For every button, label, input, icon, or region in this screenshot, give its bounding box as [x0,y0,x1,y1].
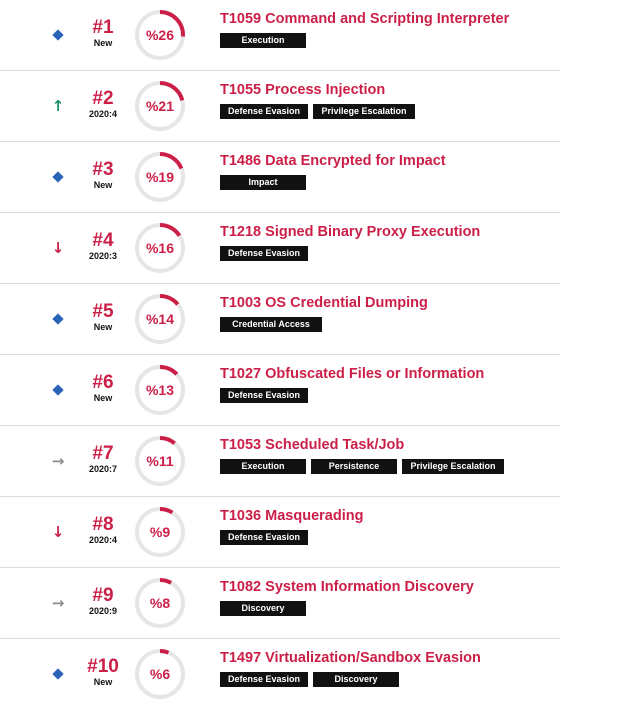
technique-title[interactable]: T1053 Scheduled Task/Job [220,437,405,453]
rank-change: New [93,180,113,190]
technique-title[interactable]: T1055 Process Injection [220,82,386,98]
arrow-right-icon: → [51,593,65,612]
rank [74,231,132,261]
rank-number: #8 [92,514,114,535]
tactic-tags [220,104,415,119]
tactic-tag: Privilege Escalation [402,459,504,474]
tactic-tag: Credential Access [220,317,322,332]
trend-indicator [50,0,66,70]
percent-gauge [134,435,186,487]
percent-label: %6 [149,666,171,682]
technique-title[interactable]: T1003 OS Credential Dumping [220,295,428,311]
percent-label: %16 [145,240,175,256]
percent-gauge [134,648,186,700]
technique-row[interactable] [0,0,560,71]
rank [74,657,132,687]
rank-number: #6 [92,372,114,393]
tactic-tag: Persistence [311,459,397,474]
technique-row[interactable] [0,284,560,355]
percent-label: %9 [149,524,171,540]
diamond-icon [52,384,63,395]
tactic-tags [220,246,308,261]
rank-change: 2020:7 [88,464,118,474]
technique-row[interactable] [0,71,560,142]
technique-title[interactable]: T1218 Signed Binary Proxy Execution [220,224,481,240]
tactic-tag: Defense Evasion [220,672,308,687]
tactic-tag: Privilege Escalation [313,104,415,119]
percent-gauge [134,577,186,629]
tactic-tag: Execution [220,459,306,474]
rank-change: 2020:4 [88,109,118,119]
rank-change: New [93,393,113,403]
rank [74,373,132,403]
percent-label: %21 [145,98,175,114]
percent-label: %19 [145,169,175,185]
technique-title[interactable]: T1486 Data Encrypted for Impact [220,153,446,169]
diamond-icon [52,29,63,40]
rank-number: #4 [92,230,114,251]
technique-row[interactable] [0,355,560,426]
rank-number: #5 [92,301,114,322]
percent-gauge [134,151,186,203]
trend-indicator [50,426,66,496]
rank [74,586,132,616]
rank-number: #2 [92,88,114,109]
technique-row[interactable] [0,639,560,709]
rank-number: #9 [92,585,114,606]
rank-number: #7 [92,443,114,464]
technique-row[interactable] [0,497,560,568]
rank-number: #1 [92,17,114,38]
rank [74,89,132,119]
rank [74,302,132,332]
rank-number: #10 [87,656,119,677]
trend-indicator [50,497,66,567]
rank-change: 2020:3 [88,251,118,261]
trend-indicator [50,71,66,141]
technique-title[interactable]: T1497 Virtualization/Sandbox Evasion [220,650,481,666]
rank-number: #3 [92,159,114,180]
tactic-tags [220,388,308,403]
percent-label: %11 [146,453,174,469]
diamond-icon [52,668,63,679]
percent-label: %14 [145,311,175,327]
technique-title[interactable]: T1036 Masquerading [220,508,364,524]
trend-indicator [50,355,66,425]
technique-row[interactable] [0,568,560,639]
rank [74,160,132,190]
rank-change: New [93,677,113,687]
technique-row[interactable] [0,142,560,213]
rank [74,515,132,545]
diamond-icon [52,313,63,324]
rank-change: New [93,322,113,332]
tactic-tags [220,601,306,616]
percent-gauge [134,293,186,345]
percent-label: %8 [149,595,171,611]
trend-indicator [50,639,66,709]
tactic-tag: Defense Evasion [220,246,308,261]
technique-title[interactable]: T1059 Command and Scripting Interpreter [220,11,510,27]
percent-label: %13 [145,382,175,398]
tactic-tags [220,33,306,48]
arrow-down-icon: ↓ [51,238,65,257]
percent-gauge [134,9,186,61]
tactic-tag: Defense Evasion [220,530,308,545]
trend-indicator [50,568,66,638]
rank [74,18,132,48]
rank-change: New [93,38,113,48]
tactic-tag: Discovery [220,601,306,616]
percent-label: %26 [145,27,175,43]
tactic-tags [220,530,308,545]
tactic-tags [220,672,399,687]
technique-row[interactable] [0,426,560,497]
percent-gauge [134,364,186,416]
trend-indicator [50,213,66,283]
rank-change: 2020:4 [88,535,118,545]
technique-row[interactable] [0,213,560,284]
technique-title[interactable]: T1082 System Information Discovery [220,579,474,595]
percent-gauge [134,80,186,132]
trend-indicator [50,142,66,212]
rank-change: 2020:9 [88,606,118,616]
tactic-tag: Execution [220,33,306,48]
percent-gauge [134,222,186,274]
arrow-up-icon: ↑ [51,96,65,115]
tactic-tag: Defense Evasion [220,104,308,119]
tactic-tag: Discovery [313,672,399,687]
tactic-tag: Impact [220,175,306,190]
percent-gauge [134,506,186,558]
rank [74,444,132,474]
arrow-right-icon: → [51,451,65,470]
technique-title[interactable]: T1027 Obfuscated Files or Information [220,366,485,382]
trend-indicator [50,284,66,354]
tactic-tags [220,459,504,474]
arrow-down-icon: ↓ [51,522,65,541]
tactic-tags [220,175,306,190]
tactic-tags [220,317,322,332]
tactic-tag: Defense Evasion [220,388,308,403]
diamond-icon [52,171,63,182]
